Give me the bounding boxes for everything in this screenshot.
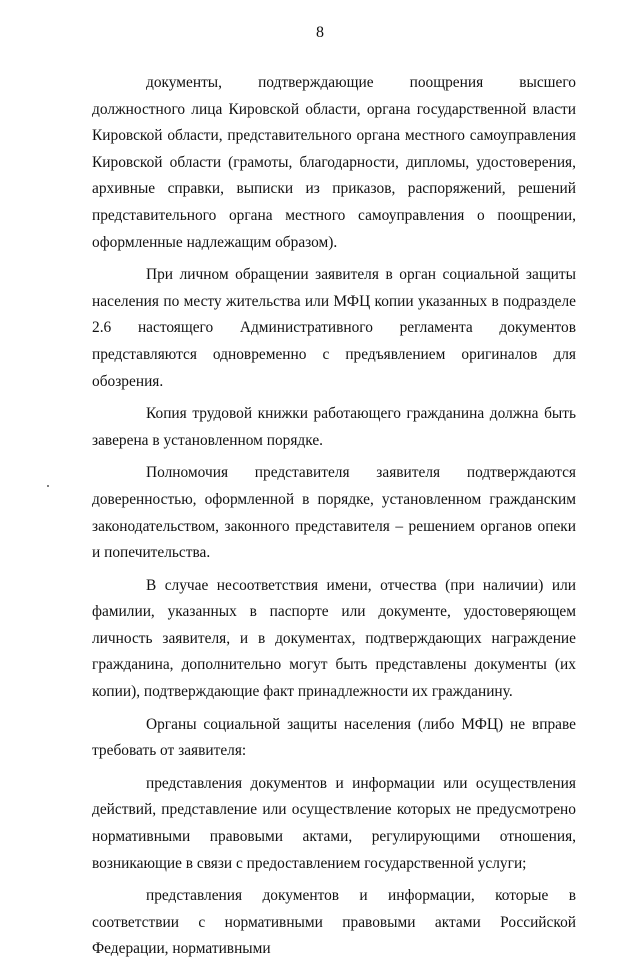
paragraph-personal-appeal: При личном обращении заявителя в орган социальной защиты населения по месту жительства или МФЦ копии указанных в подразделе 2.6 настоящего Административного регламента документов представляются одновременно с предъявлением оригиналов для обозрения. — [92, 266, 576, 390]
paragraph-representative-powers: Полномочия представителя заявителя подтверждаются доверенностью, оформленной в порядке, установленном гражданским законодательством, законного представителя – решением органов опеки и попечительства. — [92, 464, 576, 562]
paragraph-work-book: Копия трудовой книжки работающего гражданина должна быть заверена в установленном порядке. — [92, 405, 576, 449]
paragraph-requirement-2: представления документов и информации, которые в соответствии с нормативными правовыми актами Российской Федерации, нормативными — [92, 887, 576, 958]
paragraph-requirement-1: представления документов и информации или осуществления действий, представление или осуществление которых не предусмотрено нормативными правовыми актами, регулирующими отношения, возникающие в связи с предоставлением государственной услуги; — [92, 774, 576, 872]
scan-artifact-dot — [47, 485, 49, 487]
document-body — [92, 70, 576, 963]
paragraph-not-entitled: Органы социальной защиты населения (либо МФЦ) не вправе требовать от заявителя: — [92, 715, 576, 760]
paragraph-documents-list: документы, подтверждающие поощрения высшего должностного лица Кировской области, органа государственной власти Кировской области, представительного органа местного самоуправления Кировской области (грамоты, благодарности, дипломы, удостоверения, архивные справки, выписки из приказов, распоряжений, решений представительного органа местного самоуправления о поощрении, оформленные надлежащим образом). — [92, 74, 576, 251]
page-number: 8 — [316, 24, 324, 41]
paragraph-name-mismatch: В случае несоответствия имени, отчества (при наличии) или фамилии, указанных в паспорте или документе, удостоверяющем личность заявителя, и в документах, подтверждающих награждение гражданина, дополнительно могут быть представлены документы (их копии), подтверждающие факт принадлежности их гражданину. — [92, 576, 576, 701]
